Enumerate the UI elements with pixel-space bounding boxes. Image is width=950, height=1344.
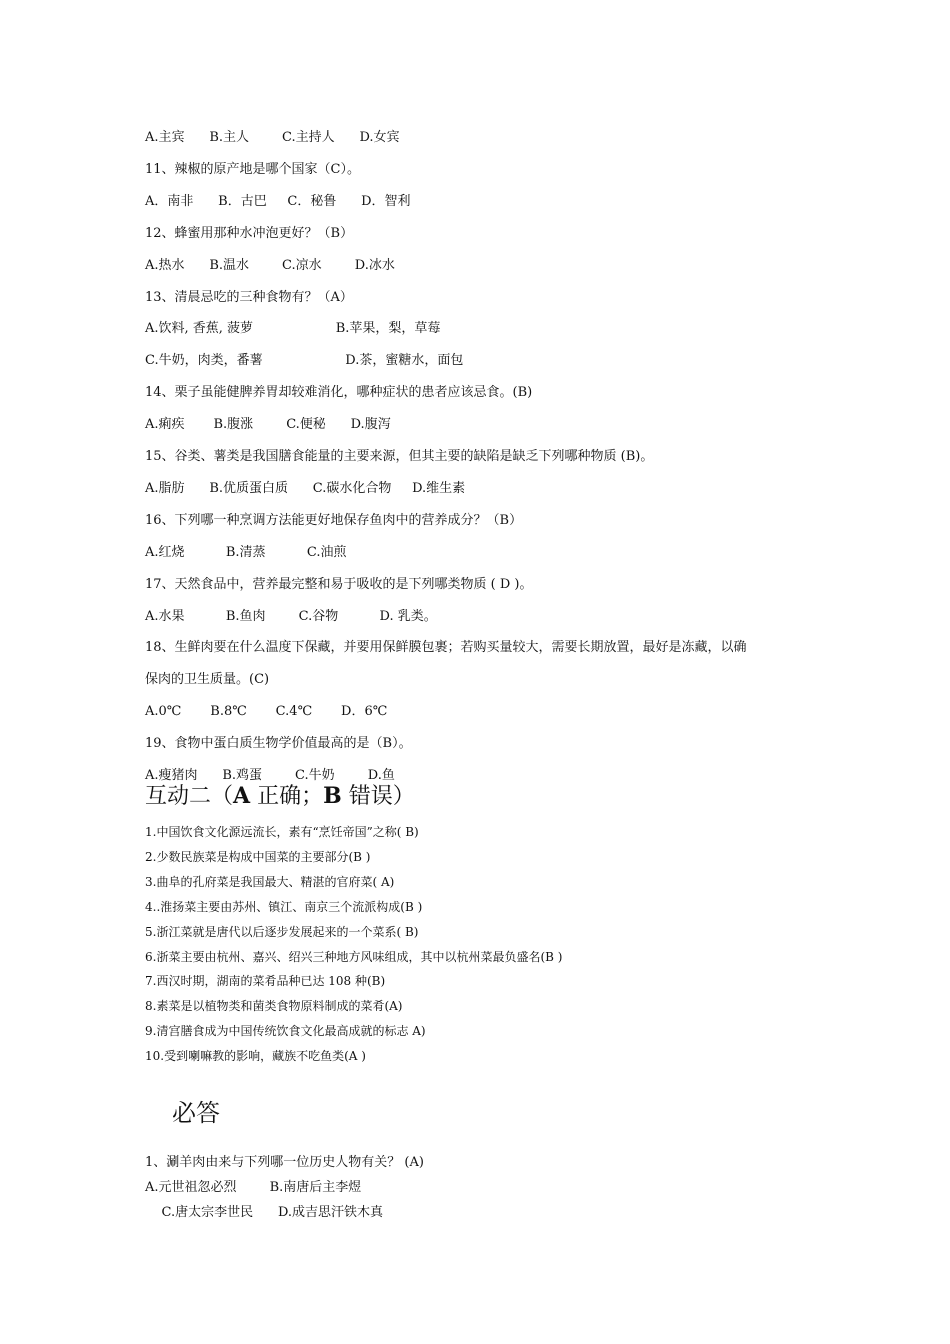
section-heading-interaction-two: 互动二（A 正确；B 错误） <box>145 783 415 809</box>
true-false-item: 8.素菜是以植物类和菌类食物原料制成的菜肴(A) <box>145 999 403 1014</box>
true-false-item: 6.浙菜主要由杭州、嘉兴、绍兴三种地方风味组成，其中以杭州菜最负盛名(B ) <box>145 949 563 964</box>
answer-options-line: A.元世祖忽必烈 B.南唐后主李煜 <box>145 1180 362 1195</box>
question-line: 17、天然食品中，营养最完整和易于吸收的是下列哪类物质 ( D )。 <box>145 576 533 592</box>
question-line: 15、谷类、薯类是我国膳食能量的主要来源，但其主要的缺陷是缺乏下列哪种物质 (B)。 <box>145 449 654 464</box>
question-line: 11、辣椒的原产地是哪个国家（C）。 <box>145 161 360 177</box>
question-line: 19、食物中蛋白质生物学价值最高的是（B）。 <box>145 736 412 752</box>
question-line: 16、下列哪一种烹调方法能更好地保存鱼肉中的营养成分？（B） <box>145 512 523 528</box>
question-line: 13、清晨忌吃的三种食物有？（A） <box>145 289 353 305</box>
question-line: A.痢疾 B.腹涨 C.便秘 D.腹泻 <box>145 417 391 433</box>
question-line: A.水果 B.鱼肉 C.谷物 D. 乳类。 <box>145 608 437 624</box>
true-false-item: 3.曲阜的孔府菜是我国最大、精湛的官府菜( A) <box>145 874 395 889</box>
true-false-item: 10.受到喇嘛教的影响，藏族不吃鱼类(A ) <box>145 1049 366 1064</box>
question-line: 1、涮羊肉由来与下列哪一位历史人物有关？ (A) <box>145 1155 424 1170</box>
true-false-item: 1.中国饮食文化源远流长，素有“烹饪帝国”之称( B) <box>145 825 419 839</box>
question-line: 12、蜂蜜用那种水冲泡更好？（B） <box>145 225 354 241</box>
section-title-required: 必答 <box>172 1099 220 1127</box>
question-line: 14、栗子虽能健脾养胃却较难消化，哪种症状的患者应该忌食。(B) <box>145 385 533 401</box>
true-false-item: 4..淮扬菜主要由苏州、镇江、南京三个流派构成(B ) <box>145 899 423 914</box>
question-line: A.红烧 B.清蒸 C.油煎 <box>145 544 347 560</box>
question-line: A.热水 B.温水 C.凉水 D.冰水 <box>145 257 395 273</box>
answer-options-line: C.唐太宗李世民 D.成吉思汗铁木真 <box>145 1205 384 1220</box>
question-line: A.脂肪 B.优质蛋白质 C.碳水化合物 D.维生素 <box>145 480 466 496</box>
question-line: C.牛奶，肉类，番薯 D.茶，蜜糖水，面包 <box>145 353 464 369</box>
question-line: A．南非 B．古巴 C．秘鲁 D．智利 <box>145 193 411 209</box>
question-line: A.饮料, 香蕉, 菠萝 B.苹果，梨，草莓 <box>145 321 441 337</box>
question-line: A.0℃ B.8℃ C.4℃ D．6℃ <box>145 704 388 720</box>
true-false-item: 9.清宫膳食成为中国传统饮食文化最高成就的标志 A) <box>145 1024 426 1039</box>
question-line: A.瘦猪肉 B.鸡蛋 C.牛奶 D.鱼 <box>145 768 395 783</box>
question-line: 18、生鲜肉要在什么温度下保藏，并要用保鲜膜包裹；若购买量较大，需要长期放置，最好是冻藏，以确 <box>145 640 747 656</box>
question-line: 保肉的卫生质量。(C) <box>145 672 270 688</box>
true-false-item: 7.西汉时期，湖南的菜肴品种已达 108 种(B) <box>145 974 386 989</box>
question-line: A.主宾 B.主人 C.主持人 D.女宾 <box>145 130 400 145</box>
true-false-item: 2.少数民族菜是构成中国菜的主要部分(B ) <box>145 849 371 864</box>
true-false-item: 5.浙江菜就是唐代以后逐步发展起来的一个菜系( B) <box>145 924 419 939</box>
